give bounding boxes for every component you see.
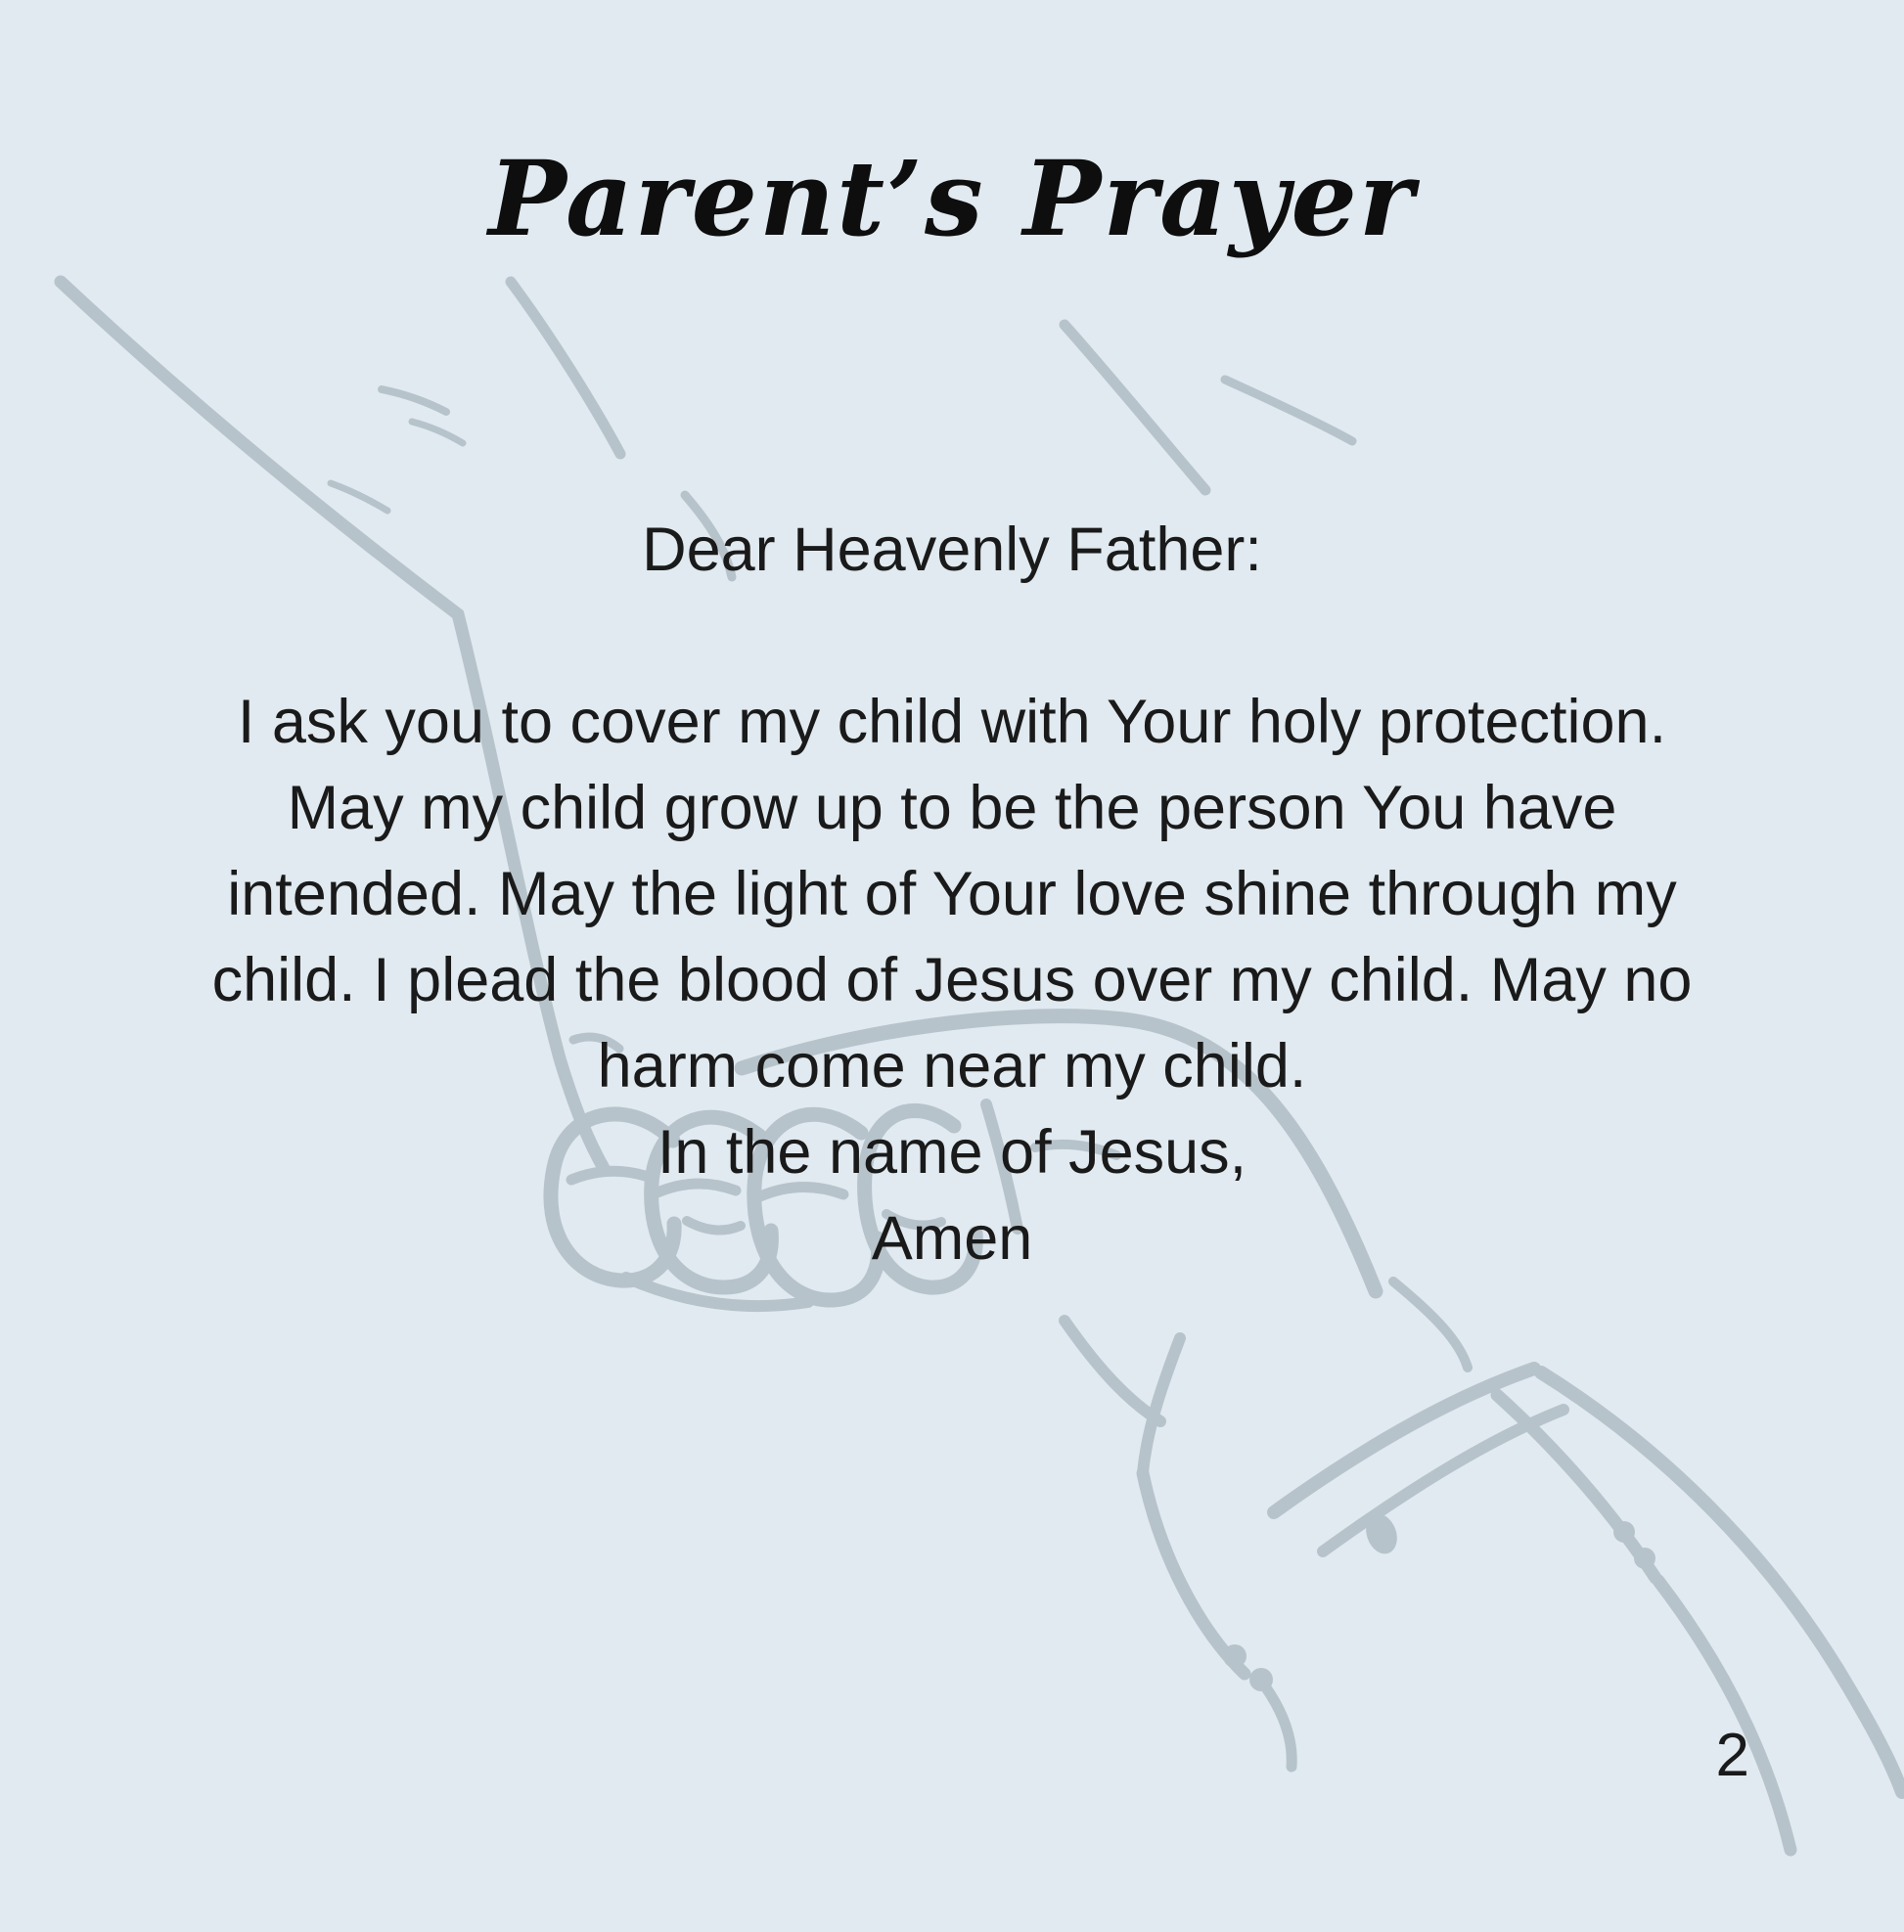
prayer-line: child. I plead the blood of Jesus over my child. May no bbox=[211, 946, 1693, 1014]
prayer-line: I ask you to cover my child with Your holy protection. bbox=[237, 688, 1667, 756]
prayer-line: intended. May the light of Your love shine through my bbox=[227, 860, 1677, 928]
prayer-text bbox=[0, 507, 1904, 1281]
prayer-salutation: Dear Heavenly Father: bbox=[642, 516, 1262, 584]
parent-finger-top-edge bbox=[511, 282, 620, 454]
page-title: Parent’s Prayer bbox=[488, 137, 1416, 259]
prayer-line: May my child grow up to be the person You have bbox=[287, 774, 1617, 842]
page-number: 2 bbox=[1715, 1722, 1749, 1789]
prayer-line: In the name of Jesus, bbox=[657, 1118, 1247, 1187]
prayer-line: Amen bbox=[871, 1204, 1033, 1273]
prayer-line: harm come near my child. bbox=[597, 1032, 1307, 1101]
